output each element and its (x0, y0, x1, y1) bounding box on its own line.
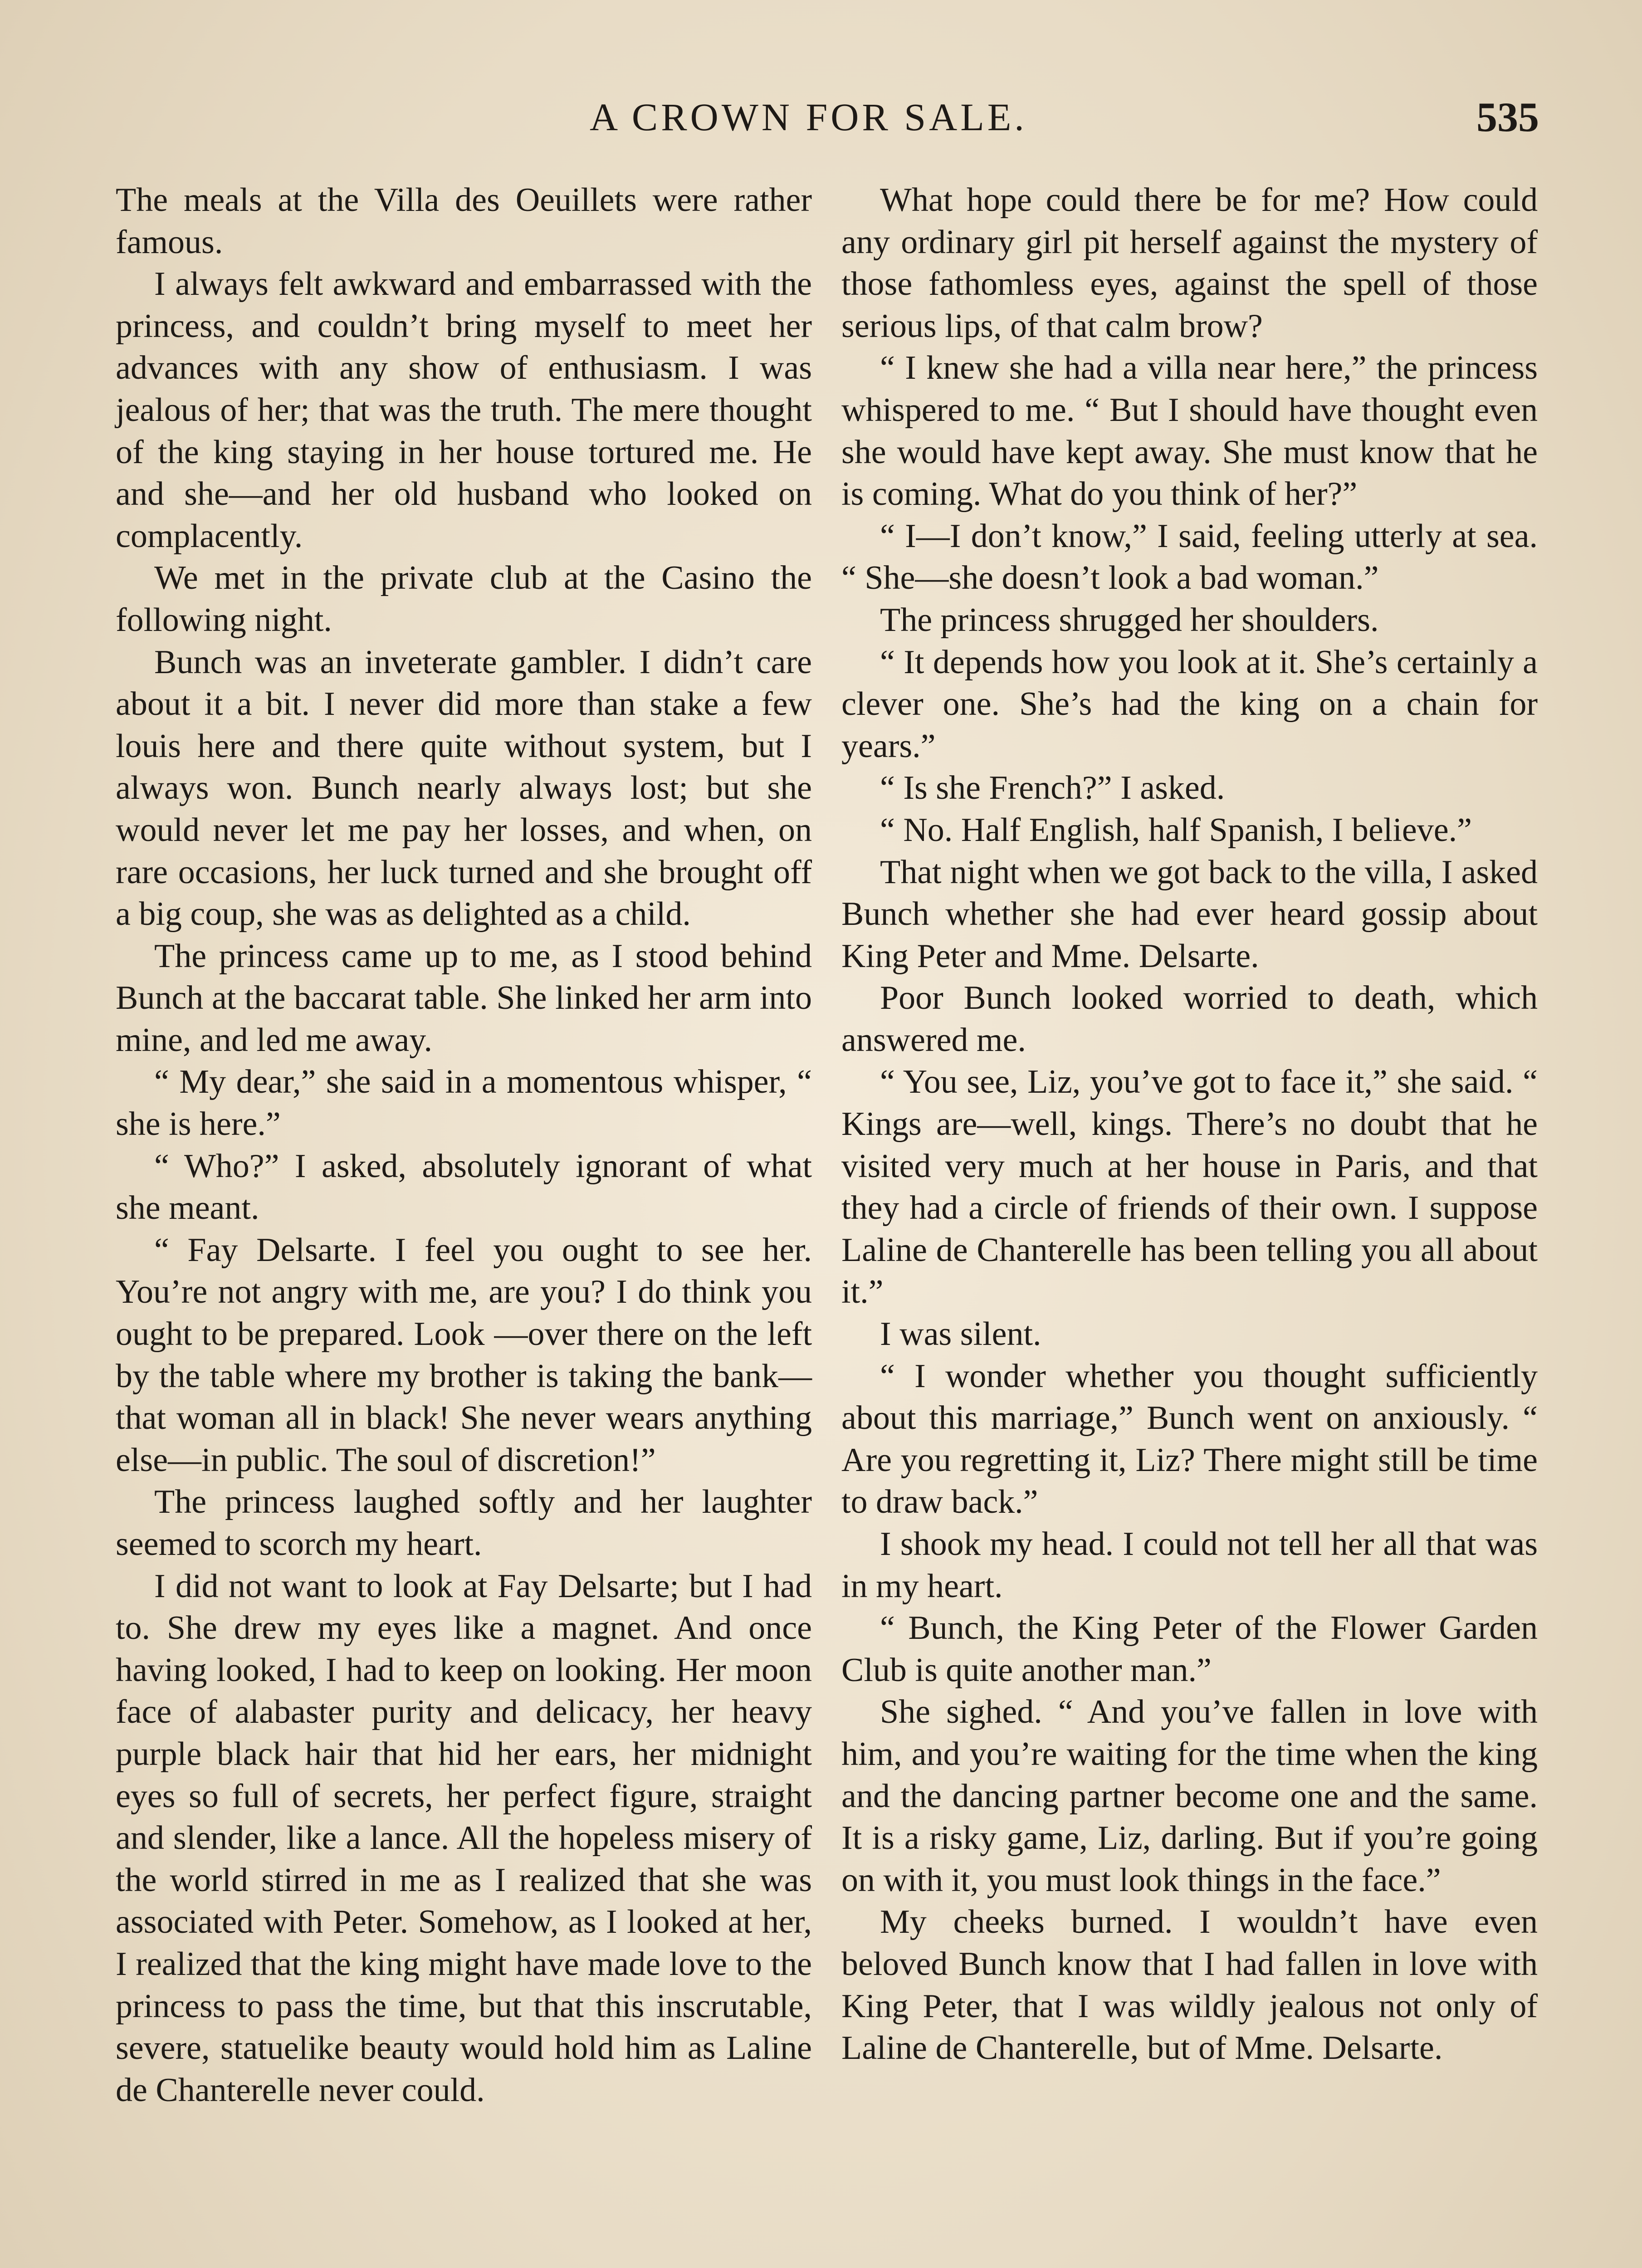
paragraph: “ Bunch, the King Peter of the Flower Garden Club is quite another man.” (841, 1609, 1538, 1689)
paragraph: The princess shrugged her shoulders. (880, 601, 1379, 639)
paragraph: “ I wonder whether you thought sufficiently about this marriage,” Bunch went on anxiously. “ Are you regretting it, Liz? There might still be time to draw back.” (841, 1357, 1538, 1521)
paragraph: The princess came up to me, as I stood behind Bunch at the baccarat table. She linked her arm into mine, and led me away. (116, 937, 812, 1059)
paragraph: The meals at the Villa des Oeuillets were rather famous. (116, 181, 812, 261)
paragraph: Bunch was an inveterate gambler. I didn’t care about it a bit. I never did more than stake a few louis here and there quite without system, but I always won. Bunch nearly always lost; but she would never let me pay her losses, and when, on rare occasions, her luck turned and she brought off a big coup, she was as delighted as a child. (116, 643, 812, 933)
right-column (841, 179, 1538, 2069)
paragraph: “ It depends how you look at it. She’s certainly a clever one. She’s had the king on a chain for years.” (841, 643, 1538, 765)
paragraph: “ My dear,” she said in a momentous whisper, “ she is here.” (116, 1063, 812, 1143)
paragraph: I did not want to look at Fay Delsarte; but I had to. She drew my eyes like a magnet. And once having looked, I had to keep on looking. Her moon face of alabaster purity and delicacy, her heavy purple black hair that hid her ears, her midnight eyes so full of secrets, her perfect figure, straight and slender, like a lance. All the hopeless misery of the world stirred in me as I realized that she was associated with Peter. Somehow, as I looked at her, I realized that the king might have made love to the princess to pass the time, but that this inscrutable, severe, statuelike beauty would hold him as Laline de Chanterelle never could. (116, 1567, 812, 2109)
paragraph: Poor Bunch looked worried to death, which answered me. (841, 979, 1538, 1059)
paragraph: “ You see, Liz, you’ve got to face it,” she said. “ Kings are—well, kings. There’s no doubt that he visited very much at her house in Paris, and that they had a circle of friends of their own. I suppose Laline de Chanterelle has been telling you all about it.” (841, 1063, 1538, 1311)
paragraph: My cheeks burned. I wouldn’t have even beloved Bunch know that I had fallen in love with King Peter, that I was wildly jealous not only of Laline de Chanterelle, but of Mme. Delsarte. (841, 1903, 1538, 2067)
left-column (116, 179, 812, 2111)
running-head: A CROWN FOR SALE. (590, 95, 1027, 139)
paragraph: “ I—I don’t know,” I said, feeling utterly at sea. “ She—she doesn’t look a bad woman.” (841, 517, 1538, 597)
paragraph: That night when we got back to the villa, I asked Bunch whether she had ever heard gossip about King Peter and Mme. Delsarte. (841, 853, 1538, 975)
paragraph: I was silent. (880, 1315, 1041, 1353)
paragraph: I shook my head. I could not tell her all that was in my heart. (841, 1525, 1538, 1605)
paragraph: “ Who?” I asked, absolutely ignorant of what she meant. (116, 1147, 812, 1227)
paragraph: “ Fay Delsarte. I feel you ought to see her. You’re not angry with me, are you? I do think you ought to be prepared. Look —over there on the left by the table where my brother is taking the bank—that woman all in black! She never wears anything else—in public. The soul of discretion!” (116, 1231, 812, 1479)
paragraph: The princess laughed softly and her laughter seemed to scorch my heart. (116, 1483, 812, 1563)
page-number: 535 (1476, 94, 1539, 140)
paragraph: She sighed. “ And you’ve fallen in love with him, and you’re waiting for the time when the king and the dancing partner become one and the same. It is a risky game, Liz, darling. But if you’re going on with it, you must look things in the face.” (841, 1693, 1538, 1899)
paragraph: We met in the private club at the Casino the following night. (116, 559, 812, 639)
paragraph: I always felt awkward and embarrassed with the princess, and couldn’t bring myself to meet her advances with any show of enthusiasm. I was jealous of her; that was the truth. The mere thought of the king staying in her house tortured me. He and she—and her old husband who looked on complacently. (116, 265, 812, 555)
paragraph: “ Is she French?” I asked. (880, 769, 1225, 807)
paragraph: What hope could there be for me? How could any ordinary girl pit herself against the mystery of those fathomless eyes, against the spell of those serious lips, of that calm brow? (841, 181, 1538, 345)
paragraph: “ No. Half English, half Spanish, I believe.” (880, 811, 1472, 849)
paragraph: “ I knew she had a villa near here,” the princess whispered to me. “ But I should have thought even she would have kept away. She must know that he is coming. What do you think of her?” (841, 349, 1538, 513)
